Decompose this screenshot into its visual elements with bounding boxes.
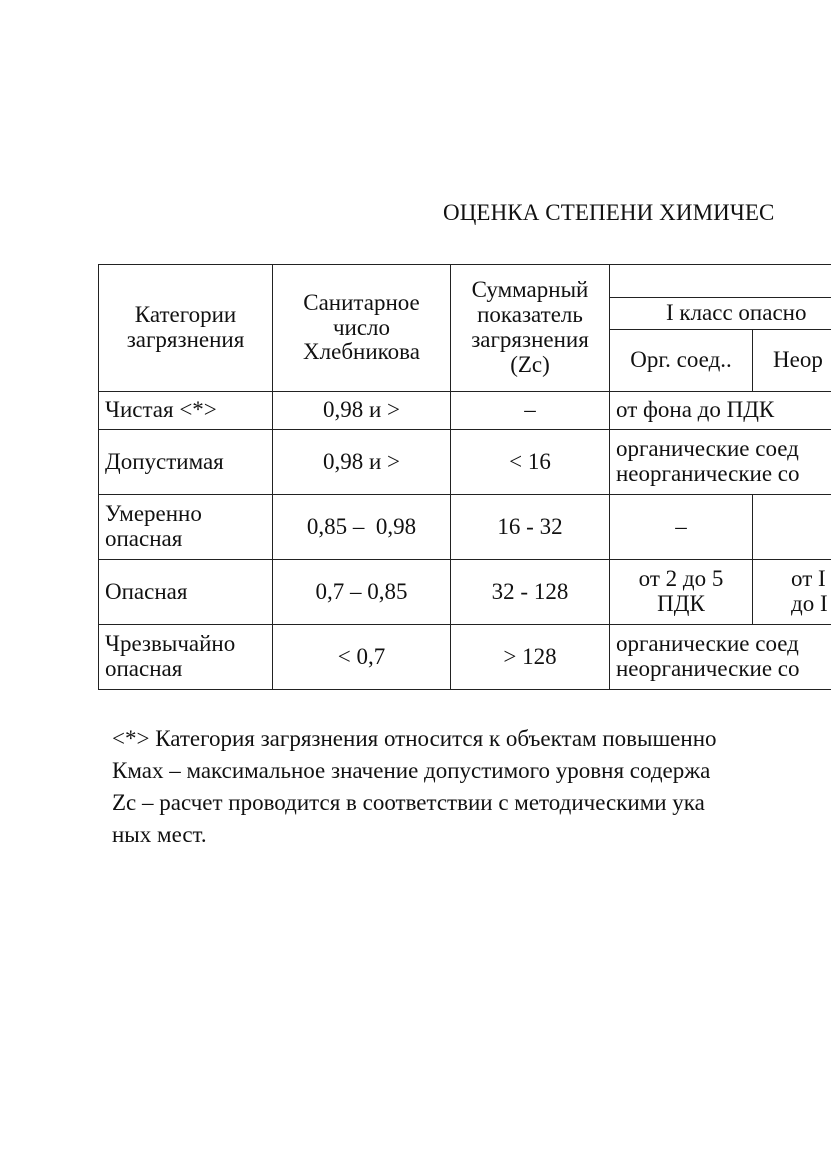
- row-category: Умеренно опасная: [99, 495, 273, 560]
- table-row: [99, 625, 831, 690]
- row-sanitary: < 0,7: [273, 625, 451, 690]
- table-row: [99, 430, 831, 495]
- header-hazard-group: [610, 265, 831, 298]
- row-zc: 32 - 128: [451, 560, 610, 625]
- row-zc: 16 - 32: [451, 495, 610, 560]
- page-title: ОЦЕНКА СТЕПЕНИ ХИМИЧЕС: [443, 200, 775, 225]
- row-category: Допустимая: [99, 430, 273, 495]
- row-hazard-value: органические соед неорганические со: [610, 430, 831, 495]
- row-organic: –: [610, 495, 753, 560]
- footnote-line: Zc – расчет проводится в соответствии с методическими ука: [112, 790, 705, 815]
- footnote-line: <*> Категория загрязнения относится к объектам повышенно: [112, 726, 717, 751]
- row-organic: от 2 до 5 ПДК: [610, 560, 753, 625]
- row-category: Чрезвычайно опасная: [99, 625, 273, 690]
- header-category: Категории загрязнения: [99, 265, 273, 392]
- pollution-table-container: [98, 264, 831, 690]
- header-hazard-class-1: I класс опасно: [610, 298, 831, 330]
- row-sanitary: 0,98 и >: [273, 430, 451, 495]
- row-category: Опасная: [99, 560, 273, 625]
- header-organic: Орг. соед..: [610, 330, 753, 392]
- footnote-line: ных мест.: [112, 822, 207, 847]
- row-hazard-value: от фона до ПДК: [610, 392, 831, 430]
- footnotes: [112, 723, 831, 851]
- row-category: Чистая <*>: [99, 392, 273, 430]
- row-zc: –: [451, 392, 610, 430]
- row-sanitary: 0,98 и >: [273, 392, 451, 430]
- row-inorganic: [753, 495, 831, 560]
- table-row: [99, 495, 831, 560]
- header-zc: Суммарный показатель загрязнения (Zc): [451, 265, 610, 392]
- row-sanitary: 0,85 – 0,98: [273, 495, 451, 560]
- row-sanitary: 0,7 – 0,85: [273, 560, 451, 625]
- table-row: [99, 560, 831, 625]
- row-zc: < 16: [451, 430, 610, 495]
- row-inorganic: от I до I: [753, 560, 831, 625]
- row-hazard-value: органические соед неорганические со: [610, 625, 831, 690]
- header-inorganic: Неор: [753, 330, 831, 392]
- footnote-line: Кмах – максимальное значение допустимого уровня содержа: [112, 758, 711, 783]
- header-sanitary-number: Санитарное число Хлебникова: [273, 265, 451, 392]
- row-zc: > 128: [451, 625, 610, 690]
- pollution-category-table: [98, 264, 831, 690]
- table-row: [99, 392, 831, 430]
